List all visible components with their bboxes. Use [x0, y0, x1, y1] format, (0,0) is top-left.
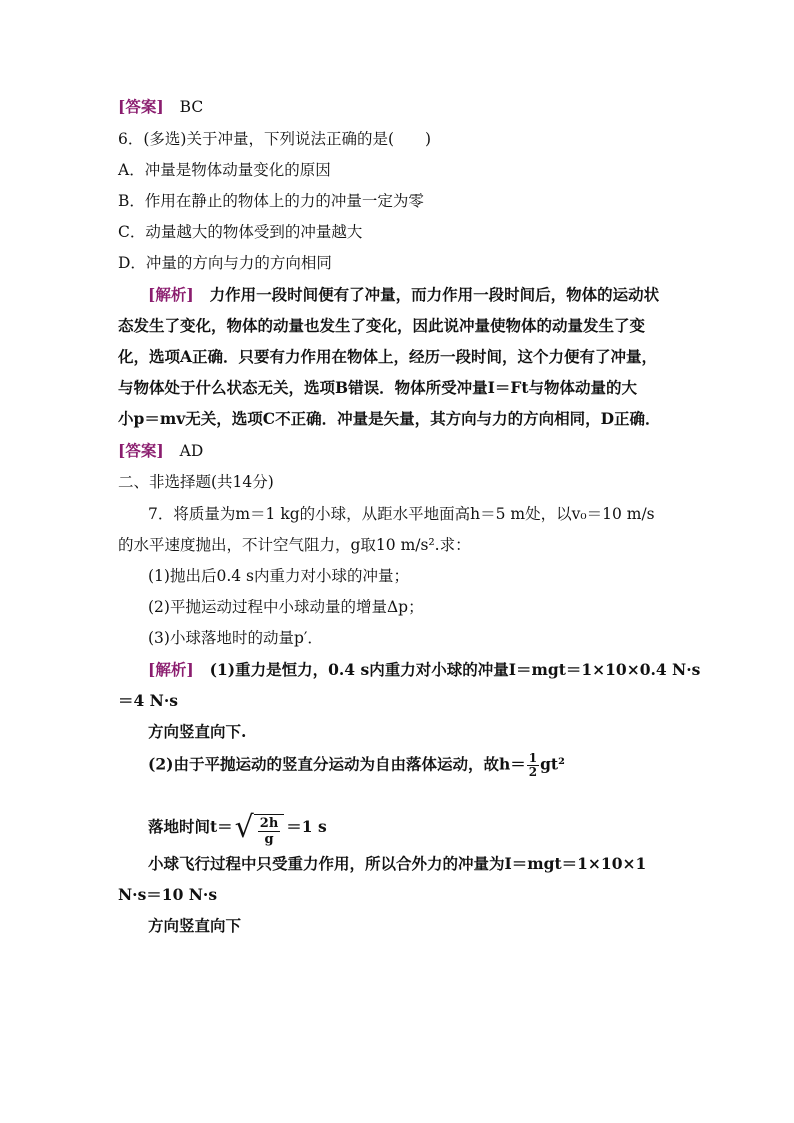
q6-analysis-line-5: 小p＝mv无关，选项C不正确．冲量是矢量，其方向与力的方向相同，D正确．: [118, 409, 661, 428]
q7-solution-1-direction: 方向竖直向下.: [148, 722, 247, 741]
fraction-denominator: 2: [528, 765, 538, 779]
q7-solution-2-fall-time: [148, 808, 708, 848]
result-text: ＝1 s: [286, 817, 327, 836]
q7-solution-1-line-1: [148, 660, 708, 680]
q7-part-2: (2)平抛运动过程中小球动量的增量Δp；: [148, 598, 424, 616]
q7-stem-line-1: 7．将质量为m＝1 kg的小球，从距水平地面高h＝5 m处，以v₀＝10 m/s: [148, 505, 655, 523]
q7-solution-2-impulse-line-2: N·s＝10 N·s: [118, 885, 218, 904]
q7-stem-line-2: 的水平速度抛出，不计空气阻力，g取10 m/s².求：: [118, 536, 471, 554]
fraction-one-half: [527, 752, 539, 779]
q7-part-1: (1)抛出后0.4 s内重力对小球的冲量；: [148, 567, 409, 585]
q6-option-a: A．冲量是物体动量变化的原因: [118, 161, 331, 179]
q6-option-d: D．冲量的方向与力的方向相同: [118, 254, 332, 272]
q6-analysis-line-3: 化，选项A正确．只要有力作用在物体上，经历一段时间，这个力便有了冲量，: [118, 347, 658, 366]
fraction-numerator: 1: [528, 751, 538, 765]
answer-tag: [答案]: [118, 441, 164, 460]
formula-tail: gt²: [540, 754, 565, 774]
solution-text: (1)重力是恒力，0.4 s内重力对小球的冲量I＝mgt＝1×10×0.4 N·s: [209, 660, 701, 679]
section-heading: 二、非选择题(共14分): [118, 473, 274, 491]
q6-answer-line: [118, 441, 678, 461]
q6-stem: 6．(多选)关于冲量，下列说法正确的是( ): [118, 130, 432, 148]
fraction-numerator: 2h: [259, 816, 279, 831]
fraction-denominator: g: [264, 832, 274, 847]
q7-part-3: (3)小球落地时的动量p′．: [148, 629, 323, 647]
analysis-text: 力作用一段时间便有了冲量，而力作用一段时间后，物体的运动状: [209, 285, 660, 304]
radicand: [254, 814, 285, 848]
q5-answer-line: [118, 97, 678, 117]
analysis-tag: [解析]: [148, 660, 194, 679]
analysis-tag: [解析]: [148, 285, 194, 304]
q7-solution-2-impulse-line-1: 小球飞行过程中只受重力作用，所以合外力的冲量为I＝mgt＝1×10×1: [148, 854, 647, 873]
solution-text: 落地时间t＝: [148, 817, 233, 836]
q6-analysis-line-4: 与物体处于什么状态无关，选项B错误．物体所受冲量I＝Ft与物体动量的大: [118, 378, 638, 397]
q7-solution-2-direction: 方向竖直向下: [148, 916, 242, 935]
q6-option-c: C．动量越大的物体受到的冲量越大: [118, 223, 363, 241]
square-root-expression: [235, 808, 285, 848]
answer-tag: [答案]: [118, 97, 164, 116]
q7-solution-2-line-1: [148, 752, 708, 779]
radical-sign-icon: √: [234, 810, 254, 845]
q6-option-b: B．作用在静止的物体上的力的冲量一定为零: [118, 192, 424, 210]
answer-value: AD: [179, 442, 204, 460]
q7-solution-1-line-2: ＝4 N·s: [118, 691, 178, 710]
q6-analysis-line-1: [148, 285, 708, 305]
answer-value: BC: [179, 98, 204, 116]
q6-analysis-line-2: 态发生了变化，物体的动量也发生了变化，因此说冲量使物体的动量发生了变: [118, 316, 646, 335]
solution-text: (2)由于平抛运动的竖直分运动为自由落体运动，故h＝: [148, 754, 526, 774]
fraction-2h-over-g: [258, 816, 281, 847]
